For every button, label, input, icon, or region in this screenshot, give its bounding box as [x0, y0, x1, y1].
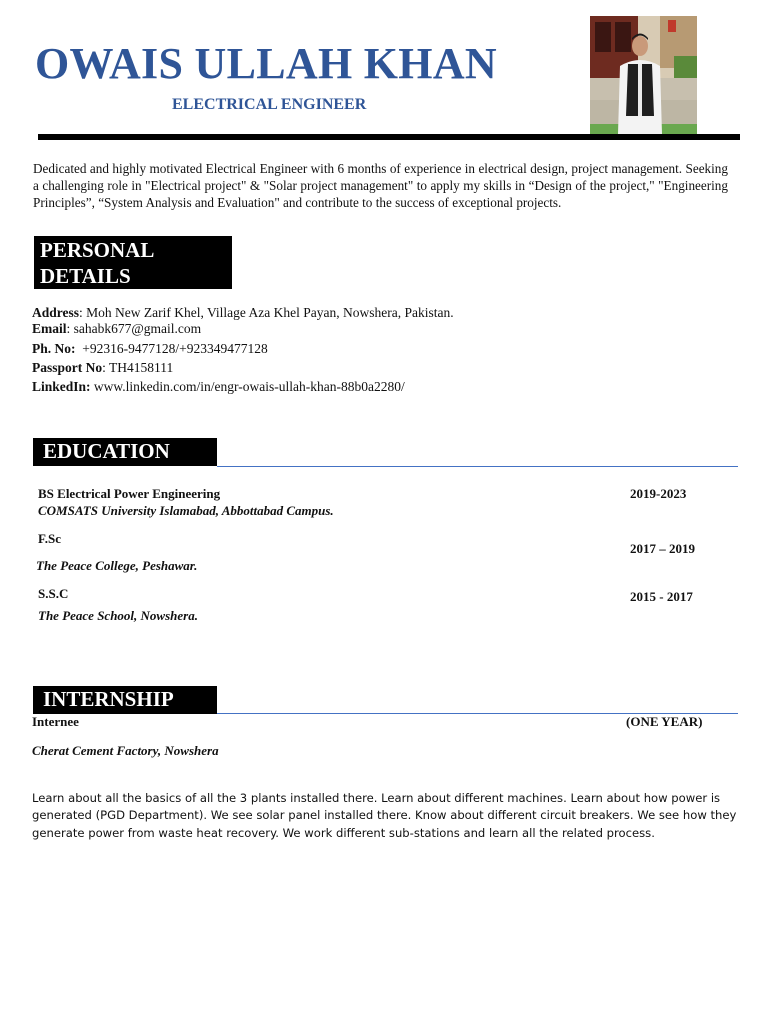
- section-heading-education: EDUCATION: [33, 438, 217, 466]
- professional-summary: Dedicated and highly motivated Electrical Engineer with 6 months of experience in electrical design, project management. Seeking a challenging role in "Electrical project" & "Solar project management" to apply my skills in “Design of the project," "Engineering Principles”, “System Analysis and Evaluation" and contribute to the success of exceptional projects.: [33, 161, 728, 210]
- education-institution: The Peace College, Peshawar.: [36, 558, 198, 573]
- address-label: Address: [32, 305, 80, 320]
- education-years: 2017 – 2019: [630, 541, 695, 556]
- section-heading-label: PERSONAL DETAILS: [40, 238, 154, 288]
- education-institution: COMSATS University Islamabad, Abbottabad Campus.: [38, 503, 334, 518]
- email-label: Email: [32, 321, 67, 336]
- header-divider: [38, 134, 740, 140]
- phone-label: Ph. No:: [32, 341, 76, 356]
- passport-line: [32, 360, 173, 376]
- education-institution: The Peace School, Nowshera.: [38, 608, 198, 623]
- education-divider: [217, 466, 738, 467]
- candidate-name: OWAIS ULLAH KHAN: [35, 39, 497, 88]
- address-line: [32, 305, 454, 321]
- job-title: ELECTRICAL ENGINEER: [172, 96, 367, 113]
- education-years: 2019-2023: [630, 486, 687, 501]
- internship-company: Cherat Cement Factory, Nowshera: [32, 743, 219, 758]
- profile-photo: [590, 16, 697, 135]
- passport-label: Passport No: [32, 360, 103, 375]
- phone-value: +92316-9477128/+923349477128: [75, 341, 268, 356]
- linkedin-line: [32, 379, 405, 395]
- section-heading-internship: INTERNSHIP: [33, 686, 217, 714]
- internship-duration: (ONE YEAR): [626, 714, 703, 729]
- address-value: : Moh New Zarif Khel, Village Aza Khel Payan, Nowshera, Pakistan.: [79, 305, 454, 320]
- internship-role: Internee: [32, 714, 79, 729]
- section-heading-personal-details: [34, 236, 232, 289]
- linkedin-label: LinkedIn:: [32, 379, 91, 394]
- education-degree: S.S.C: [38, 586, 69, 601]
- email-value: : sahabk677@gmail.com: [66, 321, 202, 336]
- education-degree: F.Sc: [38, 531, 61, 546]
- phone-line: [32, 341, 268, 357]
- internship-description: Learn about all the basics of all the 3 plants installed there. Learn about different machines. Learn about how power is generated (PGD Department). We see solar panel installed there. Know about different circuit breakers. We see how they generate power from waste heat recovery. We work different sub-stations and learn all the related process.: [32, 791, 737, 840]
- education-degree: BS Electrical Power Engineering: [38, 486, 221, 501]
- linkedin-value: www.linkedin.com/in/engr-owais-ullah-khan-88b0a2280/: [90, 379, 405, 394]
- education-years: 2015 - 2017: [630, 589, 693, 604]
- email-line: [32, 321, 201, 337]
- passport-value: : TH4158111: [102, 360, 174, 375]
